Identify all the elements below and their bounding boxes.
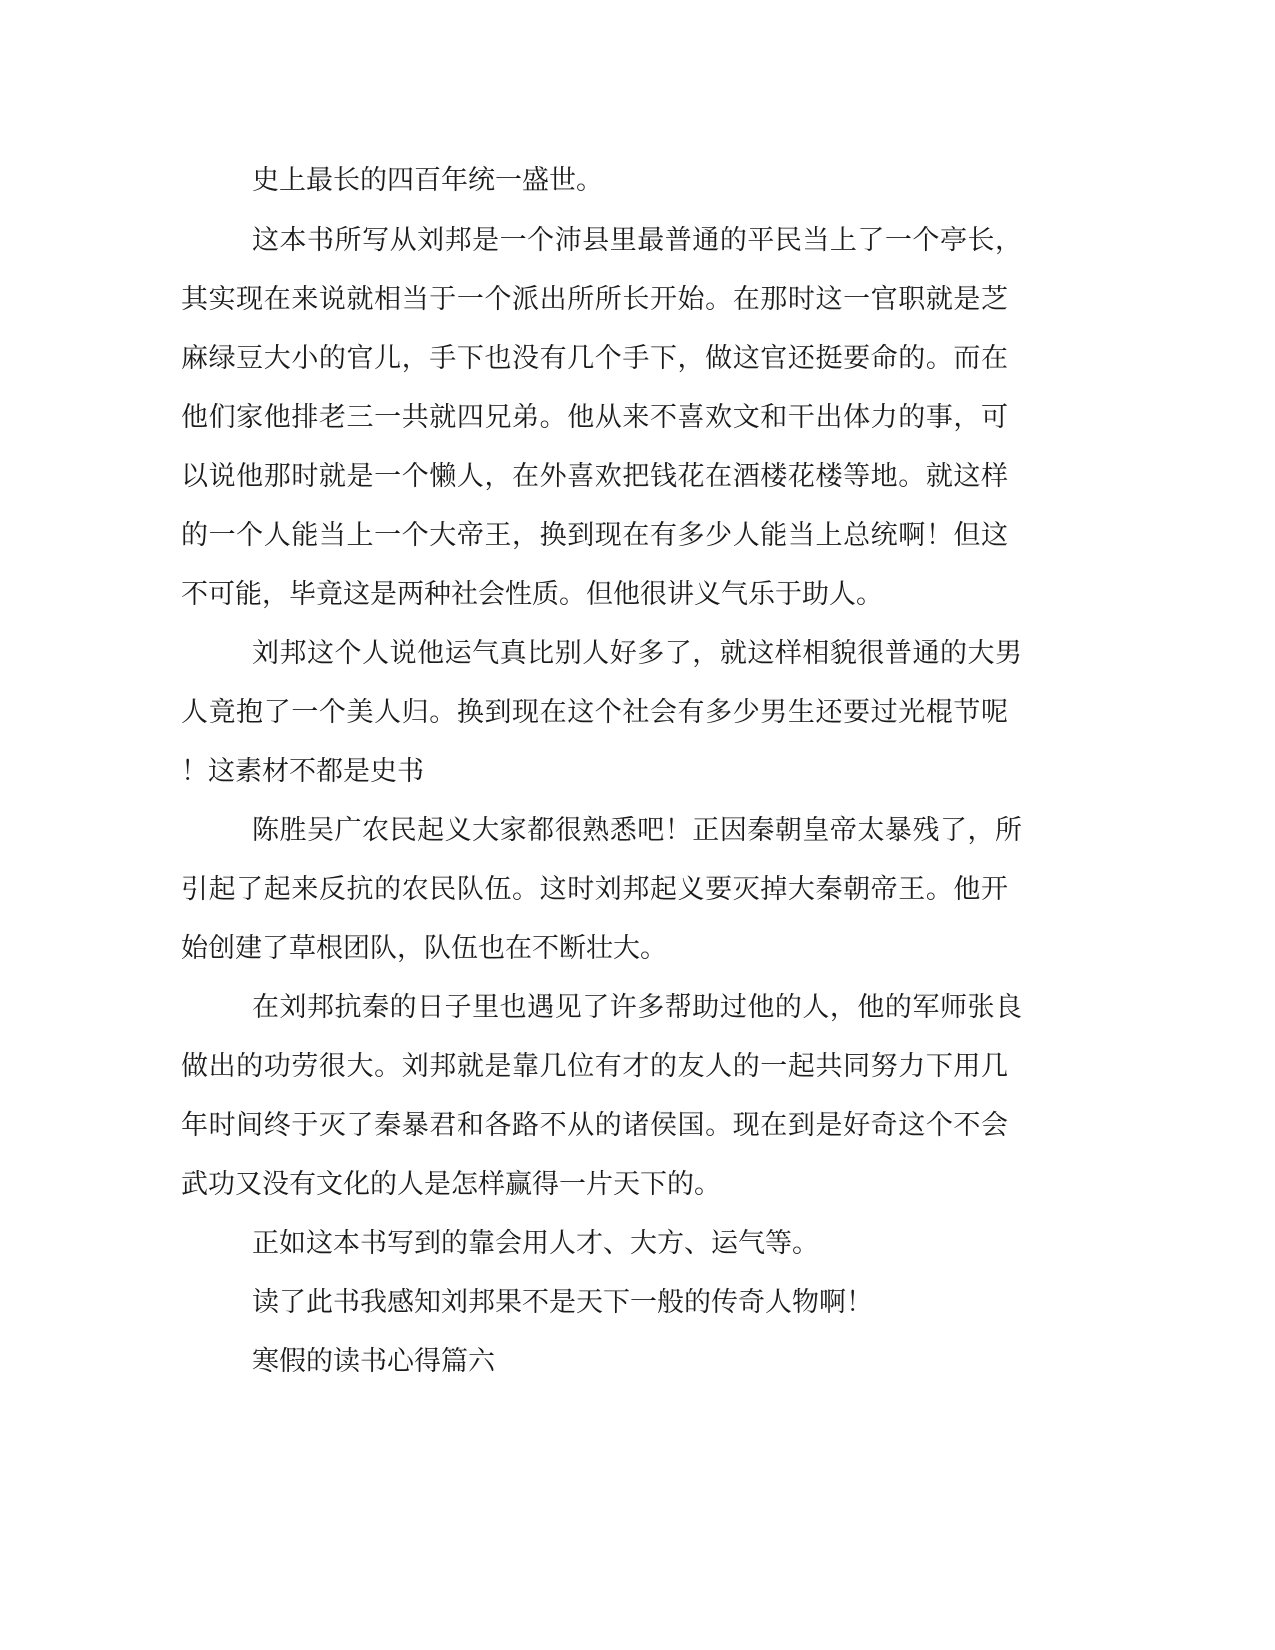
paragraph-line: 不可能，毕竟这是两种社会性质。但他很讲义气乐于助人。 xyxy=(181,579,883,610)
paragraph-line: 年时间终于灭了秦暴君和各路不从的诸侯国。现在到是好奇这个不会 xyxy=(181,1110,1008,1141)
paragraph-line: 在刘邦抗秦的日子里也遇见了许多帮助过他的人，他的军师张良 xyxy=(252,992,1022,1023)
paragraph-line: 人竟抱了一个美人归。换到现在这个社会有多少男生还要过光棍节呢 xyxy=(181,697,1008,728)
paragraph-line: 陈胜吴广农民起义大家都很熟悉吧！正因秦朝皇帝太暴残了，所 xyxy=(252,815,1022,846)
paragraph-line: 其实现在来说就相当于一个派出所所长开始。在那时这一官职就是芝 xyxy=(181,284,1008,315)
section-title: 寒假的读书心得篇六 xyxy=(252,1346,495,1377)
paragraph-line: 这本书所写从刘邦是一个沛县里最普通的平民当上了一个亭长， xyxy=(252,225,1022,256)
paragraph-line: ！这素材不都是史书 xyxy=(181,756,424,787)
paragraph-line: 他们家他排老三一共就四兄弟。他从来不喜欢文和干出体力的事，可 xyxy=(181,402,1008,433)
paragraph-line: 做出的功劳很大。刘邦就是靠几位有才的友人的一起共同努力下用几 xyxy=(181,1051,1008,1082)
paragraph-line: 麻绿豆大小的官儿，手下也没有几个手下，做这官还挺要命的。而在 xyxy=(181,343,1008,374)
paragraph-line: 史上最长的四百年统一盛世。 xyxy=(252,165,603,196)
paragraph-line: 的一个人能当上一个大帝王，换到现在有多少人能当上总统啊！但这 xyxy=(181,520,1008,551)
paragraph-line: 以说他那时就是一个懒人，在外喜欢把钱花在酒楼花楼等地。就这样 xyxy=(181,461,1008,492)
paragraph-line: 武功又没有文化的人是怎样赢得一片天下的。 xyxy=(181,1169,721,1200)
paragraph-line: 始创建了草根团队，队伍也在不断壮大。 xyxy=(181,933,667,964)
paragraph-line: 刘邦这个人说他运气真比别人好多了，就这样相貌很普通的大男 xyxy=(252,638,1022,669)
paragraph-line: 读了此书我感知刘邦果不是天下一般的传奇人物啊！ xyxy=(252,1287,873,1318)
paragraph-line: 引起了起来反抗的农民队伍。这时刘邦起义要灭掉大秦朝帝王。他开 xyxy=(181,874,1008,905)
paragraph-line: 正如这本书写到的靠会用人才、大方、运气等。 xyxy=(252,1228,819,1259)
